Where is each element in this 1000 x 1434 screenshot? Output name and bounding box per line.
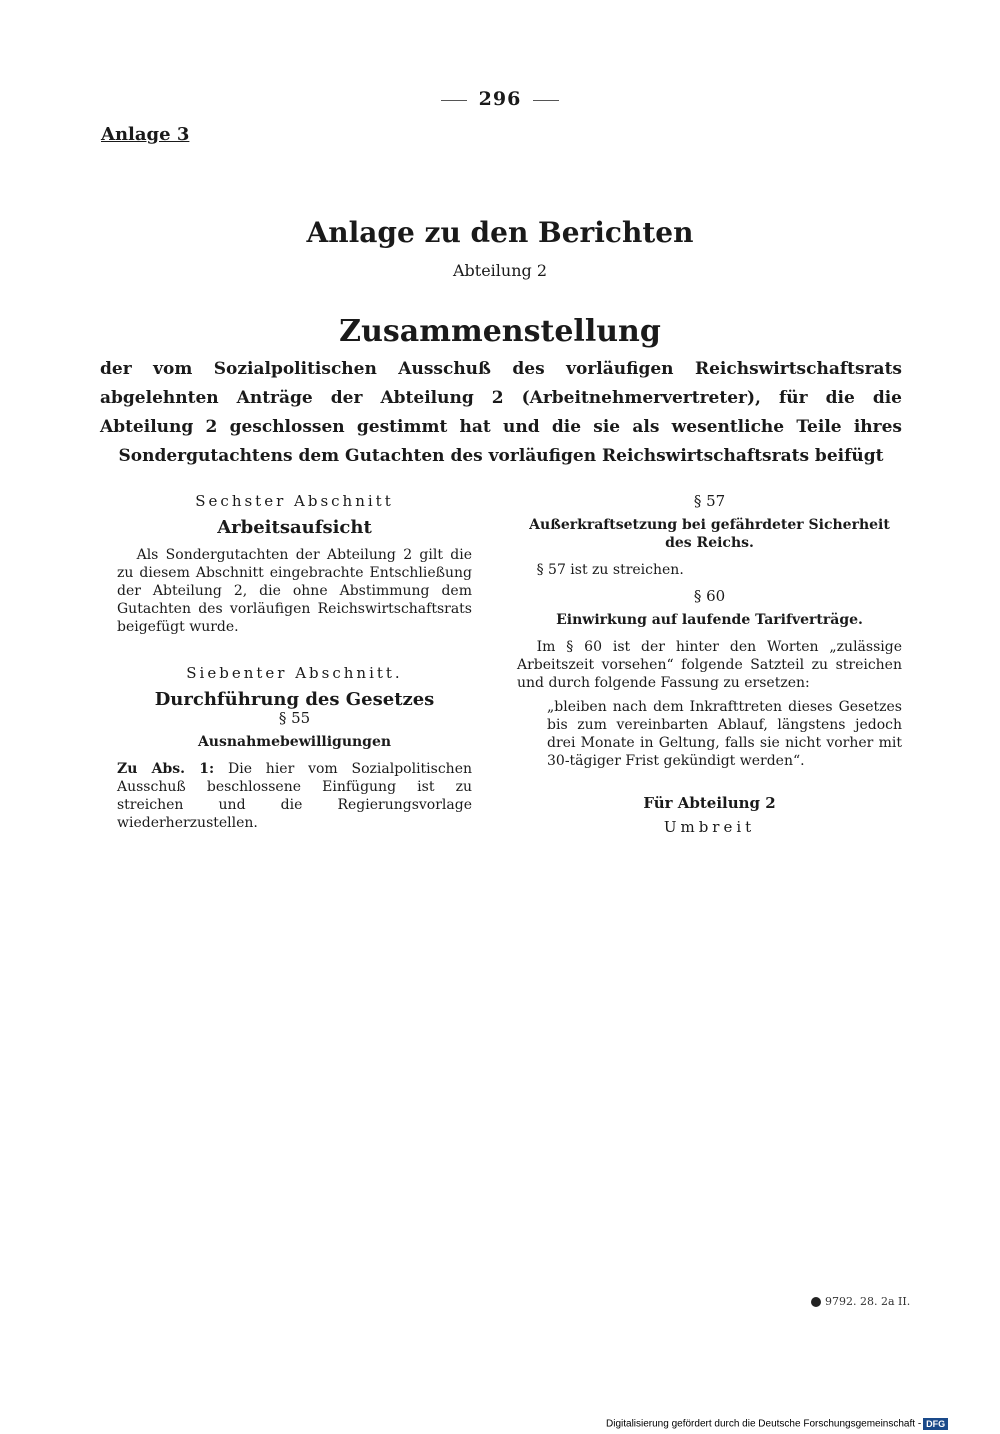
- para60-text: Im § 60 ist der hinter den Worten „zulässige Arbeitszeit vorsehen“ folgende Satzteil zu streichen und durch folgende Fassung zu ersetzen:: [517, 639, 902, 691]
- printer-mark-text: 9792. 28. 2a II.: [825, 1295, 911, 1308]
- annex-label: Anlage 3: [101, 124, 190, 145]
- para55-lead: Zu Abs. 1:: [117, 761, 215, 777]
- para60-title: Einwirkung auf laufende Tarifverträge.: [556, 612, 863, 628]
- para57-title: Außerkraftsetzung bei gefährdeter Sicherheit des Reichs.: [529, 517, 890, 551]
- para60-sign: § 60: [693, 587, 726, 605]
- dash-right: [533, 100, 559, 101]
- para60-quote: „bleiben nach dem Inkrafttreten dieses Gesetzes bis zum vereinbarten Ablauf, längstens jedoch drei Monate in Geltung, falls sie nicht vorher mit 30-tägiger Frist gekündigt werden“.: [547, 699, 902, 769]
- dfg-footer-text: Digitalisierung gefördert durch die Deutsche Forschungsgemeinschaft -: [606, 1418, 922, 1430]
- compilation-title: Zusammenstellung: [339, 314, 661, 349]
- para57-sign: § 57: [693, 492, 726, 510]
- dfg-logo-icon: DFG: [923, 1418, 948, 1430]
- section6-title: Arbeitsaufsicht: [217, 517, 372, 538]
- printer-logo-icon: [811, 1297, 821, 1307]
- printer-mark: [811, 1295, 910, 1308]
- main-heading: Anlage zu den Berichten: [306, 216, 694, 249]
- right-column: [517, 492, 902, 836]
- page-number-text: 296: [478, 88, 522, 110]
- para55-title: Ausnahmebewilligungen: [197, 734, 392, 750]
- intro-paragraph: der vom Sozialpolitischen Ausschuß des vorläufigen Reichswirtschaftsrats abgelehnten Anträge der Abteilung 2 (Arbeitnehmervertreter), für die die Abteilung 2 geschlossen gestimmt hat und die sie als wesentliche Teile ihres Sondergutachtens dem Gutachten des vorläufigen Reichswirtschaftsrats beifügt: [100, 359, 902, 466]
- signature-head: Für Abteilung 2: [643, 794, 776, 812]
- section7-title: Durchführung des Gesetzes: [154, 689, 435, 710]
- para57-text: § 57 ist zu streichen.: [536, 562, 684, 578]
- page-number: [0, 88, 1000, 110]
- left-column: [117, 492, 472, 832]
- para55-text: Die hier vom Sozialpolitischen Ausschuß beschlossene Einfügung ist zu streichen und die Regierungsvorlage wiederherzustellen.: [117, 761, 472, 831]
- para55-sign: § 55: [278, 709, 311, 727]
- dfg-footer: [606, 1418, 948, 1430]
- section7-label: Siebenter Abschnitt.: [186, 664, 403, 682]
- dash-left: [441, 100, 467, 101]
- section6-text: Als Sondergutachten der Abteilung 2 gilt die zu diesem Abschnitt eingebrachte Entschließung der Abteilung 2, die ohne Abstimmung dem Gutachten des vorläufigen Reichswirtschaftsrats beigefügt wurde.: [117, 547, 472, 635]
- section6-label: Sechster Abschnitt: [195, 492, 394, 510]
- signature-name: Umbreit: [663, 818, 756, 836]
- para55-body: [117, 760, 472, 832]
- department-heading: Abteilung 2: [452, 261, 548, 280]
